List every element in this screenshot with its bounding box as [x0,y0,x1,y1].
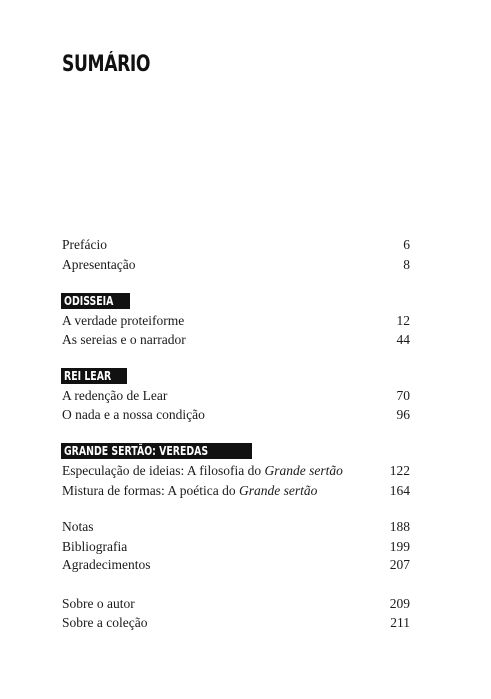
toc-entry-page: 8 [403,257,410,272]
toc-entry-label: A redenção de Lear [62,388,168,403]
toc-entry-page: 211 [390,615,410,630]
toc-entry-label: A verdade proteiforme [62,313,185,328]
toc-entry-page: 6 [403,237,410,252]
toc-entry-bibliografia[interactable] [62,539,410,557]
toc-entry-page: 122 [389,463,410,478]
toc-entry-label: Bibliografia [62,539,128,554]
toc-entry-verdade-proteiforme[interactable] [62,313,410,331]
toc-entry-page: 188 [389,519,410,534]
toc-entry-label: Especulação de ideias: A filosofia do Grande sertão [62,463,343,478]
toc-entry-apresentacao[interactable] [62,257,410,275]
toc-entry-label: Sobre a coleção [62,615,148,630]
page-title: SUMÁRIO [62,52,151,77]
toc-entry-page: 207 [389,557,410,572]
toc-entry-page: 70 [396,388,410,403]
section-heading-odisseia: ODISSEIA [61,293,130,309]
toc-entry-page: 12 [396,313,410,328]
toc-entry-label: Prefácio [62,237,107,252]
section-heading-grande-sertao: GRANDE SERTÃO: VEREDAS [61,443,252,459]
toc-entry-label: Notas [62,519,94,534]
toc-entry-redencao-lear[interactable] [62,388,410,406]
toc-entry-page: 96 [396,407,410,422]
toc-entry-label: As sereias e o narrador [62,332,186,347]
toc-entry-label: Sobre o autor [62,596,135,611]
toc-entry-page: 164 [389,483,410,498]
toc-entry-label: O nada e a nossa condição [62,407,205,422]
toc-entry-sereias-narrador[interactable] [62,332,410,350]
toc-entry-prefacio[interactable] [62,237,410,255]
toc-entry-page: 44 [396,332,410,347]
toc-entry-page: 209 [389,596,410,611]
toc-entry-sobre-autor[interactable] [62,596,410,614]
section-heading-rei-lear: REI LEAR [61,368,127,384]
toc-entry-label: Apresentação [62,257,136,272]
toc-entry-label: Mistura de formas: A poética do Grande sertão [62,483,318,498]
toc-entry-sobre-colecao[interactable] [62,615,410,633]
toc-entry-especulacao-ideias[interactable] [62,463,410,481]
toc-entry-label: Agradecimentos [62,557,151,572]
toc-entry-mistura-formas[interactable] [62,483,410,501]
toc-entry-notas[interactable] [62,519,410,537]
toc-entry-nada-condicao[interactable] [62,407,410,425]
toc-entry-page: 199 [389,539,410,554]
toc-entry-agradecimentos[interactable] [62,557,410,575]
